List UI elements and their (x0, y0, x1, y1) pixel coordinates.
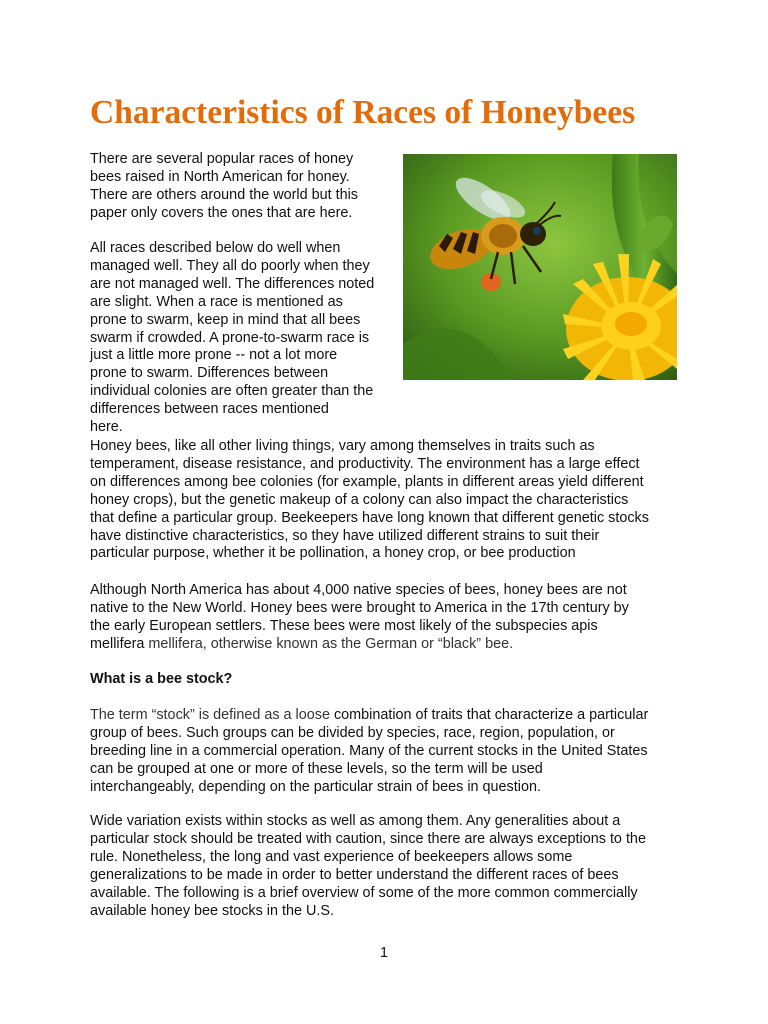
page-title: Characteristics of Races of Honeybees (90, 94, 636, 131)
page-number: 1 (379, 945, 388, 961)
intro-paragraph: There are several popular races of honey bees raised in North American for honey. There are others around the world but this paper only covers the ones that are here. (90, 151, 358, 221)
stock-definition-text: combination of traits that characterize a particular group of bees. Such groups can be divided by species, race, region, population, or breeding line in a commercial operation. Many of the current stocks in the United States can be grouped at one or more of these levels, so the term will be used interchangeably, depending on the particular strain of bees in question. (90, 707, 649, 795)
honeybee-image (403, 154, 677, 380)
variation-paragraph: Wide variation exists within stocks as well as among them. Any generalities about a particular stock should be treated with caution, since there are always exceptions to the rule. Nonetheless, the long and vast experience of beekeepers allows some generalizations to be made in order to better understand the different races of bees available. The following is a brief overview of some of the more common commercially available honey bee stocks in the U.S. (90, 813, 646, 919)
stock-definition-paragraph (90, 707, 690, 797)
traits-paragraph: Honey bees, like all other living things, vary among themselves in traits such as temperament, disease resistance, and productivity. The environment has a large effect on differences among bee colonies (for example, plants in different areas yield different honey crops), but the genetic makeup of a colony can also impact the characteristics that define a particular group. Beekeepers have long known that different genetic stocks have distinctive characteristics, so they have utilized different strains to suit their particular purpose, whether it be pollination, a honey crop, or bee production (90, 438, 649, 562)
history-text: Although North America has about 4,000 native species of bees, honey bees are not native to the New World. Honey bees were brought to America in the 17th century by the early European settlers. These bees were most likely of the subspecies apis mellifera (90, 582, 629, 652)
honeybee-photo (403, 154, 677, 380)
section-heading: What is a bee stock? (90, 671, 233, 687)
history-paragraph (90, 582, 690, 654)
history-text-light: mellifera, otherwise known as the German or “black” bee. (148, 635, 514, 652)
stock-definition-lead: The term “stock” is defined as a loose (90, 707, 334, 723)
races-paragraph: All races described below do well when managed well. They all do poorly when they are not managed well. The differences noted are slight. When a race is mentioned as prone to swarm, keep in mind that all bees swarm if crowded. A prone-to-swarm race is just a little more prone -- not a lot more prone to swarm. Differences between individual colonies are often greater than the differences between races mentioned here. (90, 240, 375, 436)
